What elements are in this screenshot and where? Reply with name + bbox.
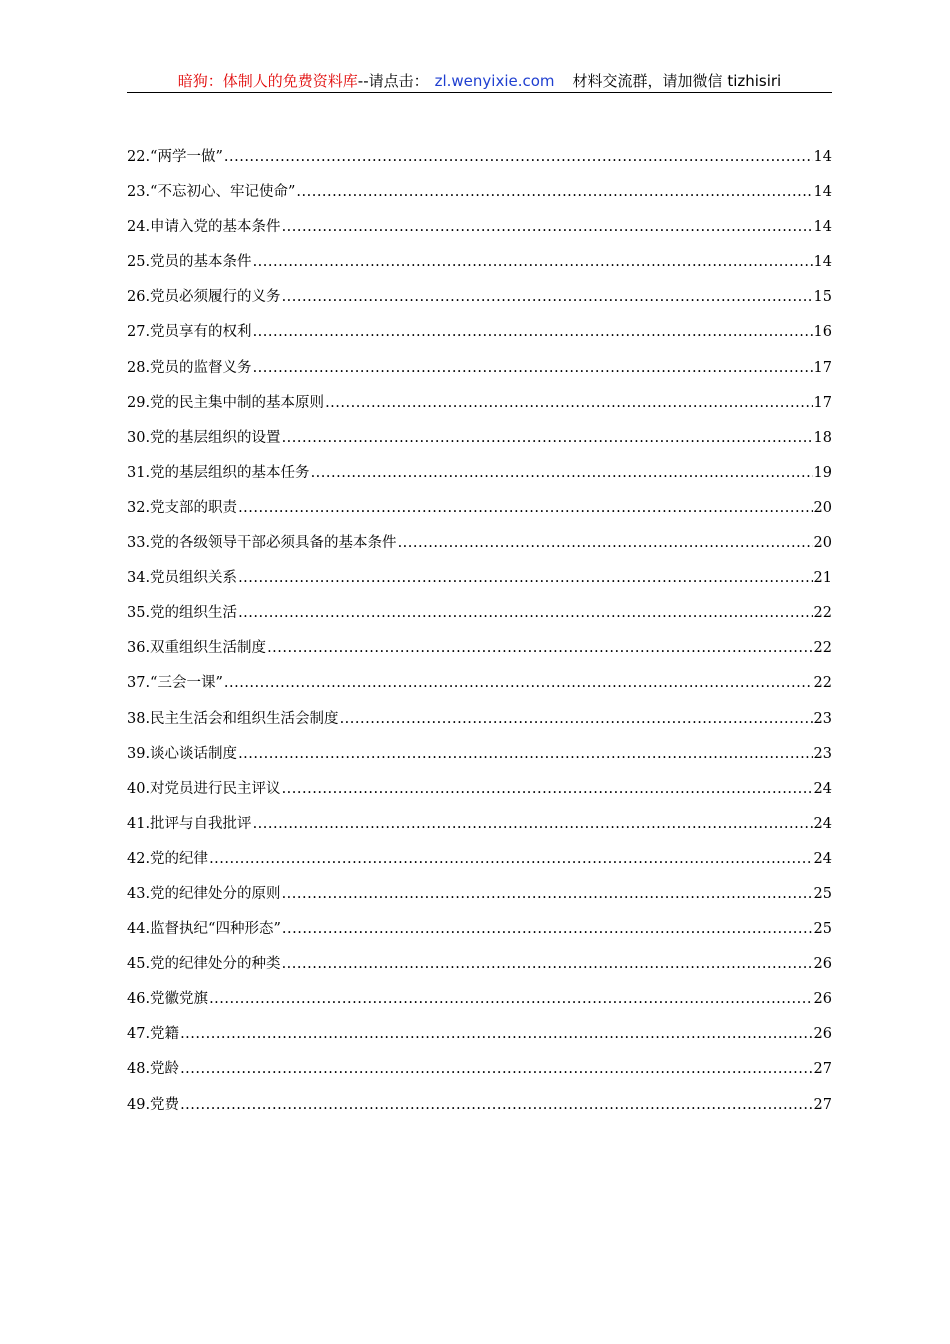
toc-dot-leader <box>282 918 813 940</box>
toc-dot-leader <box>180 1058 812 1080</box>
toc-entry[interactable] <box>127 1023 832 1058</box>
toc-entry-title: 22.“两学一做” <box>127 149 223 165</box>
toc-entry-title: 45.党的纪律处分的种类 <box>127 956 281 973</box>
toc-entry-title: 33.党的各级领导干部必须具备的基本条件 <box>127 535 397 552</box>
toc-entry-page-number: 15 <box>813 289 832 306</box>
toc-entry[interactable] <box>127 672 832 707</box>
toc-entry[interactable] <box>127 427 832 462</box>
toc-entry-page-number: 26 <box>813 956 832 973</box>
toc-entry[interactable] <box>127 567 832 602</box>
toc-dot-leader <box>282 286 813 308</box>
toc-entry-page-number: 24 <box>813 815 832 832</box>
table-of-contents <box>127 146 832 1129</box>
toc-entry[interactable] <box>127 357 832 392</box>
toc-entry-page-number: 14 <box>813 184 832 201</box>
toc-entry-page-number: 20 <box>813 535 832 552</box>
toc-entry-title: 39.谈心谈话制度 <box>127 745 238 762</box>
toc-dot-leader <box>238 602 812 624</box>
toc-entry-page-number: 20 <box>813 499 832 516</box>
header-link[interactable]: zl.wenyixie.com <box>434 72 555 90</box>
toc-dot-leader <box>311 462 813 484</box>
toc-entry-title: 27.党员享有的权利 <box>127 324 252 341</box>
header-separator: --请点击： <box>357 72 429 90</box>
toc-entry[interactable] <box>127 602 832 637</box>
toc-entry-page-number: 23 <box>813 710 832 727</box>
toc-dot-leader <box>209 988 812 1010</box>
toc-entry[interactable] <box>127 286 832 321</box>
toc-entry-page-number: 27 <box>813 1061 832 1078</box>
toc-entry-title: 46.党徽党旗 <box>127 991 209 1008</box>
toc-entry-page-number: 27 <box>813 1096 832 1113</box>
toc-entry-title: 49.党费 <box>127 1096 180 1113</box>
toc-entry[interactable] <box>127 146 832 181</box>
toc-entry-page-number: 22 <box>813 605 832 622</box>
toc-entry[interactable] <box>127 1058 832 1093</box>
toc-entry-title: 30.党的基层组织的设置 <box>127 429 281 446</box>
toc-dot-leader <box>253 813 813 835</box>
toc-entry-page-number: 25 <box>813 885 832 902</box>
toc-entry[interactable] <box>127 883 832 918</box>
toc-entry-title: 47.党籍 <box>127 1026 180 1043</box>
toc-entry-title: 43.党的纪律处分的原则 <box>127 885 281 902</box>
toc-entry-page-number: 19 <box>813 464 832 481</box>
header-rule <box>127 92 832 93</box>
toc-dot-leader <box>238 567 812 589</box>
toc-dot-leader <box>224 672 813 694</box>
toc-entry[interactable] <box>127 532 832 567</box>
toc-dot-leader <box>296 181 812 203</box>
toc-entry[interactable] <box>127 848 832 883</box>
toc-entry-title: 40.对党员进行民主评议 <box>127 780 281 797</box>
toc-entry[interactable] <box>127 743 832 778</box>
toc-entry-page-number: 18 <box>813 429 832 446</box>
toc-dot-leader <box>224 146 813 168</box>
toc-entry-page-number: 22 <box>813 640 832 657</box>
toc-entry-title: 24.申请入党的基本条件 <box>127 219 281 236</box>
toc-entry-title: 25.党员的基本条件 <box>127 254 252 271</box>
toc-entry-page-number: 14 <box>813 254 832 271</box>
toc-entry[interactable] <box>127 321 832 356</box>
toc-dot-leader <box>340 708 813 730</box>
toc-entry-title: 32.党支部的职责 <box>127 499 238 516</box>
toc-dot-leader <box>282 427 813 449</box>
toc-entry[interactable] <box>127 216 832 251</box>
toc-entry-page-number: 14 <box>813 149 832 165</box>
toc-entry[interactable] <box>127 462 832 497</box>
toc-entry-title: 29.党的民主集中制的基本原则 <box>127 394 325 411</box>
toc-dot-leader <box>238 497 812 519</box>
toc-entry-page-number: 26 <box>813 1026 832 1043</box>
toc-dot-leader <box>282 778 813 800</box>
toc-entry-page-number: 26 <box>813 991 832 1008</box>
toc-entry[interactable] <box>127 708 832 743</box>
toc-entry[interactable] <box>127 637 832 672</box>
toc-dot-leader <box>267 637 812 659</box>
toc-entry[interactable] <box>127 778 832 813</box>
toc-entry[interactable] <box>127 181 832 216</box>
toc-entry[interactable] <box>127 953 832 988</box>
toc-dot-leader <box>282 883 813 905</box>
header-group-note: 材料交流群，请加微信 tizhisiri <box>572 72 782 90</box>
toc-dot-leader <box>398 532 813 554</box>
toc-entry[interactable] <box>127 918 832 953</box>
toc-dot-leader <box>253 251 813 273</box>
toc-entry[interactable] <box>127 497 832 532</box>
toc-entry-title: 36.双重组织生活制度 <box>127 640 267 657</box>
toc-entry-page-number: 21 <box>813 570 832 587</box>
toc-dot-leader <box>253 321 813 343</box>
toc-entry-title: 44.监督执纪“四种形态” <box>127 921 281 938</box>
toc-entry-page-number: 24 <box>813 780 832 797</box>
toc-dot-leader <box>282 953 813 975</box>
toc-entry[interactable] <box>127 1094 832 1129</box>
toc-dot-leader <box>325 392 812 414</box>
toc-entry[interactable] <box>127 988 832 1023</box>
toc-entry-title: 35.党的组织生活 <box>127 605 238 622</box>
toc-entry-page-number: 24 <box>813 850 832 867</box>
toc-entry-title: 48.党龄 <box>127 1061 180 1078</box>
toc-entry-title: 34.党员组织关系 <box>127 570 238 587</box>
toc-entry[interactable] <box>127 251 832 286</box>
toc-entry-page-number: 23 <box>813 745 832 762</box>
toc-dot-leader <box>282 216 813 238</box>
header-brand: 暗狗：体制人的免费资料库 <box>177 72 358 90</box>
toc-entry-page-number: 25 <box>813 921 832 938</box>
toc-entry-title: 31.党的基层组织的基本任务 <box>127 464 310 481</box>
toc-entry-page-number: 17 <box>813 394 832 411</box>
toc-entry-title: 38.民主生活会和组织生活会制度 <box>127 710 339 727</box>
page-header <box>127 70 832 92</box>
toc-entry-page-number: 17 <box>813 359 832 376</box>
toc-entry-title: 37.“三会一课” <box>127 675 223 692</box>
toc-entry[interactable] <box>127 813 832 848</box>
toc-dot-leader <box>180 1094 812 1116</box>
toc-entry-title: 28.党员的监督义务 <box>127 359 252 376</box>
toc-entry-title: 41.批评与自我批评 <box>127 815 252 832</box>
toc-dot-leader <box>238 743 812 765</box>
toc-entry-page-number: 16 <box>813 324 832 341</box>
toc-dot-leader <box>209 848 812 870</box>
toc-entry-page-number: 14 <box>813 219 832 236</box>
toc-entry-title: 23.“不忘初心、牢记使命” <box>127 184 296 201</box>
toc-entry[interactable] <box>127 392 832 427</box>
toc-entry-title: 42.党的纪律 <box>127 850 209 867</box>
toc-entry-page-number: 22 <box>813 675 832 692</box>
toc-dot-leader <box>180 1023 812 1045</box>
toc-dot-leader <box>253 357 813 379</box>
toc-entry-title: 26.党员必须履行的义务 <box>127 289 281 306</box>
